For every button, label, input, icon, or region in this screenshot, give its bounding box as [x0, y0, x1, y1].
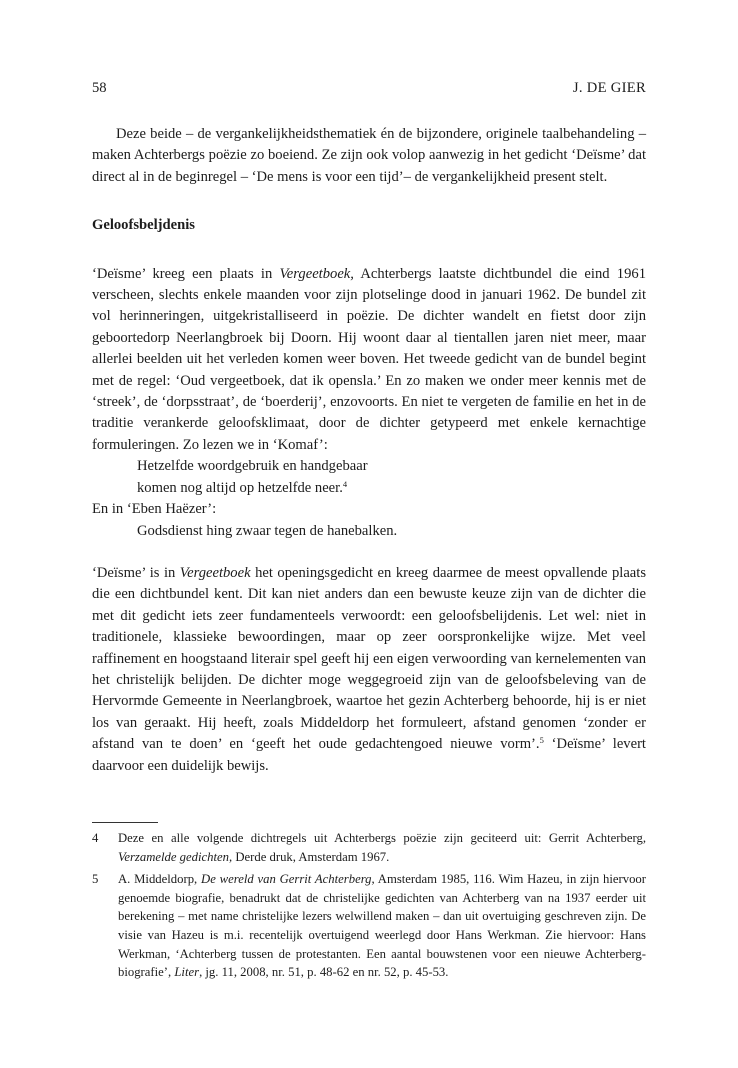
running-head-author: J. DE GIER	[572, 80, 646, 96]
paragraph-text: het openingsgedicht en kreeg daarmee de meest opvallende plaats die een dichtbundel kent. Dit kan niet anders dan een bewuste keuze zijn van de dichter die met dit gedicht iets zeer fundamenteels verwoordt: een geloofsbelijdenis. Let wel: niet in traditionele, klassieke bewoordingen, maar op zeer oorspronkelijke wijze. Met veel raffinement en hoogstaand literair spel geeft hij een eigen verwoording van kernelementen van het christelijk belijden. De dichter moge weggegroeid zijn van de geloofsbeleving van de Hervormde Gemeente in Neerlangbroek, waartoe het gezin Achterberg behoorde, hij is er niet los van geraakt. Hij heeft, zoals Middeldorp het formuleert, afstand genomen ‘zonder er afstand van te doen’ en ‘geeft het oude gedachtengoed nieuwe vorm’.	[92, 564, 647, 753]
paragraph-text: ‘Deïsme’ kreeg een plaats in	[92, 265, 280, 282]
footnote-text: , jg. 11, 2008, nr. 51, p. 48-62 en nr. 52, p. 45-53.	[199, 965, 449, 980]
footnote-number: 4	[92, 831, 99, 845]
footnote-number: 5	[92, 872, 99, 887]
footnote-4	[92, 829, 646, 866]
footnote-5	[92, 870, 646, 982]
footnote-text: Deze en alle volgende dichtregels uit Achterbergs poëzie zijn geciteerd uit: Gerrit Achterberg,	[118, 831, 646, 845]
paragraph-intro: Deze beide – de vergankelijkheidsthematiek én de bijzondere, originele taalbehandeling – maken Achterbergs poëzie zo boeiend. Ze zijn ook volop aanwezig in het gedicht ‘Deïsme’ dat direct al in de beginregel – ‘De mens is voor een tijd’– de vergankelijkheid present stelt.	[92, 126, 646, 185]
body-text	[92, 124, 646, 777]
verse-line: Hetzelfde woordgebruik en handgebaar	[137, 458, 368, 475]
paragraph-vergeetboek	[92, 264, 646, 457]
book-title: Vergeetboek,	[279, 265, 354, 282]
section-heading: Geloofsbeljdenis	[92, 217, 195, 234]
footnote-text: A. Middeldorp,	[118, 872, 202, 887]
footnotes	[92, 829, 646, 982]
book-title: De wereld van Gerrit Achterberg,	[201, 872, 375, 887]
paragraph-text: Achterbergs laatste dichtbundel die eind 1961 verscheen, slechts enkele maanden voor zijn plotselinge dood in januari 1962. De bundel zit vol herinneringen, uitgekristalliseerd in poëzie. De dichter wandelt en fietst door zijn geboortedorp Neerlangbroek bij Doorn. Hij woont daar al tientallen jaren niet meer, maar allerlei beelden uit het verleden komen weer boven. Het tweede gedicht van de bundel begint met de regel: ‘Oud vergeetboek, dat ik opensla.’ En zo maken we onder meer kennis met de ‘streek’, de ‘dorpsstraat’, de ‘boerderij’, enzovoorts. En niet te vergeten de familie en het in de traditie verankerde geloofsklimaat, door de dichter getypeerd met enkele kernachtige formuleringen. Zo lezen we in ‘Komaf’:	[92, 265, 646, 453]
footnote-text: Amsterdam 1985, 116. Wim Hazeu, in zijn hiervoor genoemde biografie, benadrukt dat de christelijke gedichten van Achterberg van na 1937 eerder uit berekening – met name christelijke lezers welwillend maken – dan uit overtuiging geschreven zijn. De visie van Hazeu is m.i. recentelijk overtuigend weerlegd door Hans Werkman. Zie hiervoor: Hans Werkman, ‘Achterberg tussen de protestanten. Een aantal bouwstenen voor een nieuwe Achterberg-biografie’,	[118, 872, 646, 980]
intro-line: En in ‘Eben Haëzer’:	[92, 501, 217, 518]
journal-title: Liter	[174, 965, 200, 980]
book-title: Vergeetboek	[179, 564, 251, 581]
verse-line	[92, 478, 646, 499]
book-title: Verzamelde gedichten,	[118, 849, 233, 864]
verse-line: Godsdienst hing zwaar tegen de hanebalken.	[137, 522, 398, 539]
footnote-divider	[92, 822, 158, 823]
spacer	[92, 542, 646, 563]
footnote-text: Derde druk, Amsterdam 1967.	[232, 849, 390, 864]
paragraph-text: ‘Deïsme’ is in	[92, 564, 180, 581]
paragraph-text: ‘Deïsme’ levert daarvoor een duidelijk bewijs.	[92, 736, 646, 774]
footnote-ref: 4	[342, 478, 348, 489]
paragraph-deisme	[92, 563, 646, 777]
page-number: 58	[92, 80, 107, 96]
verse-text: komen nog altijd op hetzelfde neer.	[137, 479, 343, 496]
footnote-ref: 5	[539, 735, 544, 746]
